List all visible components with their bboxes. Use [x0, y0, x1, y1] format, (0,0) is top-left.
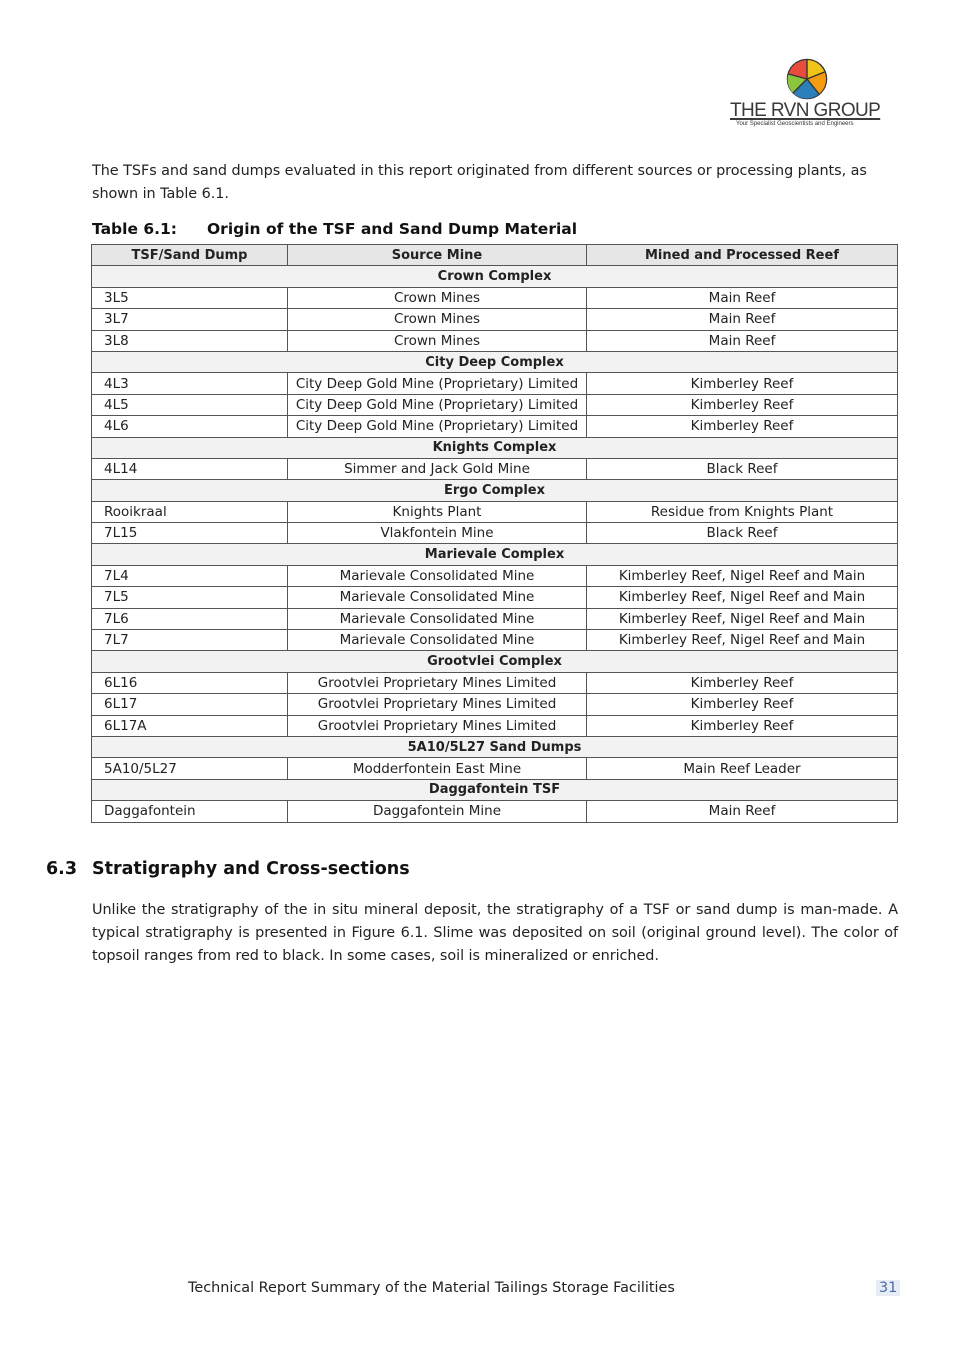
page-number: 31 [876, 1280, 900, 1296]
group-row [92, 351, 898, 372]
footer-text: Technical Report Summary of the Material Tailings Storage Facilities [188, 1280, 675, 1296]
cell-reef: Main Reef [587, 287, 898, 308]
cell-source-mine: Marievale Consolidated Mine [288, 608, 587, 629]
cell-reef: Kimberley Reef [587, 416, 898, 437]
cell-tsf: 4L5 [92, 394, 288, 415]
cell-source-mine: Knights Plant [288, 501, 587, 522]
cell-tsf: 4L14 [92, 458, 288, 479]
table-row [92, 672, 898, 693]
group-name: Daggafontein TSF [92, 779, 898, 800]
cell-source-mine: Crown Mines [288, 309, 587, 330]
table-row [92, 373, 898, 394]
table-row [92, 565, 898, 586]
table-row [92, 801, 898, 822]
cell-tsf: 5A10/5L27 [92, 758, 288, 779]
cell-reef: Kimberley Reef, Nigel Reef and Main [587, 587, 898, 608]
cell-tsf: 7L15 [92, 523, 288, 544]
cell-reef: Kimberley Reef [587, 694, 898, 715]
table-row [92, 394, 898, 415]
section-title: Stratigraphy and Cross-sections [92, 859, 410, 879]
cell-reef: Residue from Knights Plant [587, 501, 898, 522]
column-header-tsf: TSF/Sand Dump [92, 245, 288, 266]
cell-source-mine: Marievale Consolidated Mine [288, 587, 587, 608]
group-name: Ergo Complex [92, 480, 898, 501]
column-header-reef: Mined and Processed Reef [587, 245, 898, 266]
cell-source-mine: Daggafontein Mine [288, 801, 587, 822]
cell-reef: Kimberley Reef [587, 672, 898, 693]
table-row [92, 523, 898, 544]
table-row [92, 587, 898, 608]
cell-tsf: 4L6 [92, 416, 288, 437]
cell-reef: Main Reef [587, 309, 898, 330]
cell-source-mine: Marievale Consolidated Mine [288, 630, 587, 651]
cell-tsf: 7L5 [92, 587, 288, 608]
cell-tsf: 6L17A [92, 715, 288, 736]
group-row [92, 651, 898, 672]
table-caption [92, 220, 577, 238]
origin-table [91, 244, 898, 823]
table-row [92, 309, 898, 330]
cell-source-mine: Crown Mines [288, 287, 587, 308]
cell-reef: Black Reef [587, 523, 898, 544]
cell-tsf: 3L5 [92, 287, 288, 308]
cell-source-mine: Crown Mines [288, 330, 587, 351]
group-row [92, 544, 898, 565]
logo-tagline: Your Specialist Geoscientists and Engineers [736, 121, 854, 127]
cell-source-mine: Modderfontein East Mine [288, 758, 587, 779]
table-header-row [92, 245, 898, 266]
cell-tsf: 7L6 [92, 608, 288, 629]
group-row [92, 736, 898, 757]
group-name: Crown Complex [92, 266, 898, 287]
table-row [92, 416, 898, 437]
cell-reef: Kimberley Reef [587, 373, 898, 394]
table-row [92, 715, 898, 736]
table-row [92, 758, 898, 779]
cell-reef: Kimberley Reef, Nigel Reef and Main [587, 630, 898, 651]
company-logo [728, 58, 888, 130]
cell-tsf: 3L7 [92, 309, 288, 330]
table-row [92, 458, 898, 479]
group-row [92, 779, 898, 800]
table-row [92, 694, 898, 715]
table-title: Origin of the TSF and Sand Dump Material [207, 220, 578, 238]
group-name: 5A10/5L27 Sand Dumps [92, 736, 898, 757]
cell-tsf: 6L16 [92, 672, 288, 693]
group-name: Marievale Complex [92, 544, 898, 565]
cell-reef: Main Reef [587, 801, 898, 822]
section-body-paragraph: Unlike the stratigraphy of the in situ mineral deposit, the stratigraphy of a TSF or sand dump is man-made. A typical stratigraphy is presented in Figure 6.1. Slime was deposited on soil (original ground level). The color of topsoil ranges from red to black. In some cases, soil is mineralized or enriched. [92, 902, 898, 964]
group-row [92, 437, 898, 458]
cell-source-mine: City Deep Gold Mine (Proprietary) Limited [288, 416, 587, 437]
group-row [92, 480, 898, 501]
group-name: Knights Complex [92, 437, 898, 458]
cell-reef: Kimberley Reef [587, 715, 898, 736]
cell-tsf: 7L7 [92, 630, 288, 651]
cell-source-mine: Vlakfontein Mine [288, 523, 587, 544]
column-header-source-mine: Source Mine [288, 245, 587, 266]
cell-source-mine: Grootvlei Proprietary Mines Limited [288, 694, 587, 715]
cell-source-mine: Grootvlei Proprietary Mines Limited [288, 715, 587, 736]
table-row [92, 630, 898, 651]
cell-tsf: 3L8 [92, 330, 288, 351]
table-row [92, 501, 898, 522]
logo-circle-icon [786, 58, 828, 100]
cell-source-mine: City Deep Gold Mine (Proprietary) Limited [288, 373, 587, 394]
cell-tsf: 7L4 [92, 565, 288, 586]
cell-reef: Black Reef [587, 458, 898, 479]
section-heading [46, 859, 410, 879]
cell-reef: Kimberley Reef, Nigel Reef and Main [587, 608, 898, 629]
cell-tsf: Rooikraal [92, 501, 288, 522]
cell-source-mine: Simmer and Jack Gold Mine [288, 458, 587, 479]
table-body [92, 266, 898, 822]
table-row [92, 608, 898, 629]
group-name: City Deep Complex [92, 351, 898, 372]
cell-source-mine: Marievale Consolidated Mine [288, 565, 587, 586]
cell-tsf: 4L3 [92, 373, 288, 394]
table-row [92, 287, 898, 308]
cell-reef: Kimberley Reef, Nigel Reef and Main [587, 565, 898, 586]
cell-reef: Main Reef Leader [587, 758, 898, 779]
table-number: Table 6.1: [92, 220, 178, 238]
group-row [92, 266, 898, 287]
cell-source-mine: City Deep Gold Mine (Proprietary) Limited [288, 394, 587, 415]
table-row [92, 330, 898, 351]
intro-paragraph: The TSFs and sand dumps evaluated in this report originated from different sources or processing plants, as shown in Table 6.1. [92, 163, 867, 202]
cell-reef: Main Reef [587, 330, 898, 351]
logo-title: THE RVN GROUP [730, 100, 881, 121]
cell-reef: Kimberley Reef [587, 394, 898, 415]
section-number: 6.3 [46, 859, 78, 879]
group-name: Grootvlei Complex [92, 651, 898, 672]
cell-tsf: Daggafontein [92, 801, 288, 822]
cell-tsf: 6L17 [92, 694, 288, 715]
cell-source-mine: Grootvlei Proprietary Mines Limited [288, 672, 587, 693]
